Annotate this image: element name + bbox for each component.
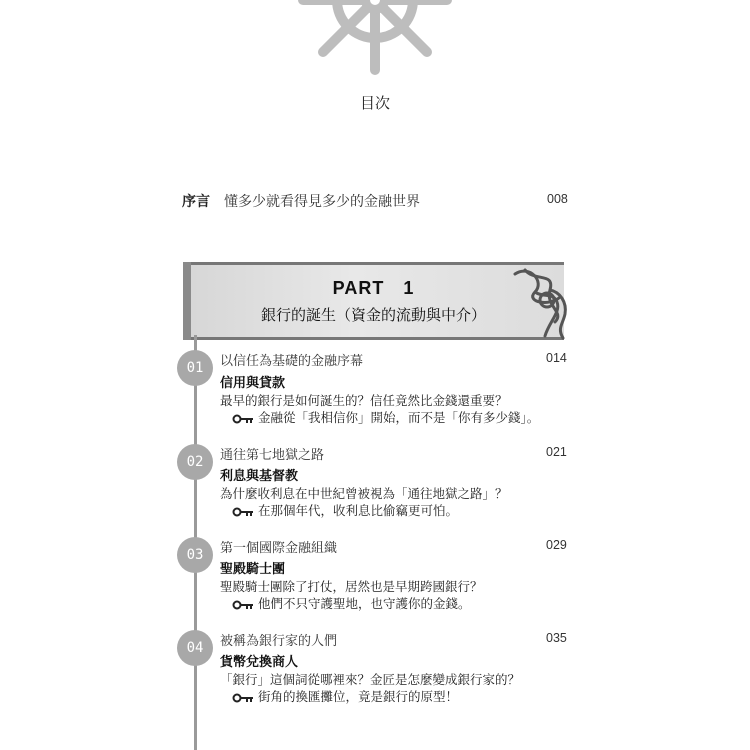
chapter-subtitle: 利息與基督教 bbox=[220, 469, 299, 484]
part-subtitle: 銀行的誕生（資金的流動與中介） bbox=[260, 306, 486, 324]
chapter-number-badge: 01 bbox=[177, 350, 213, 386]
chapter-subtitle: 信用與貸款 bbox=[220, 376, 286, 391]
key-icon bbox=[232, 693, 254, 703]
chapter-answer: 金融從「我相信你」開始，而不是「你有多少錢」。 bbox=[258, 410, 540, 425]
chapter-title: 通往第七地獄之路 bbox=[220, 448, 325, 463]
chapter-title: 被稱為銀行家的人們 bbox=[220, 634, 338, 649]
chapter-answer-line bbox=[232, 501, 458, 519]
chapter-page: 014 bbox=[546, 351, 567, 365]
chapter-subtitle: 貨幣兌換商人 bbox=[220, 655, 299, 670]
chapter-question: 「銀行」這個詞從哪裡來？金匠是怎麼變成銀行家的？ bbox=[220, 672, 521, 687]
chapter-title: 第一個國際金融組織 bbox=[220, 541, 338, 556]
chapter-answer: 他們不只守護聖地，也守護你的金錢。 bbox=[258, 596, 471, 611]
toc-title: 目次 bbox=[359, 94, 390, 112]
chapter-page: 021 bbox=[546, 445, 567, 459]
chapter-page: 029 bbox=[546, 538, 567, 552]
key-icon bbox=[232, 600, 254, 610]
chapter-number-badge: 03 bbox=[177, 537, 213, 573]
chapter-answer-line bbox=[232, 408, 539, 426]
chapter-answer: 在那個年代，收利息比偷竊更可怕。 bbox=[258, 503, 459, 518]
chapter-answer-line bbox=[232, 687, 458, 705]
chapter-question: 聖殿騎士團除了打仗，居然也是早期跨國銀行？ bbox=[220, 579, 483, 594]
chapter-answer-line bbox=[232, 594, 471, 612]
chapter-subtitle: 聖殿騎士團 bbox=[220, 562, 286, 577]
ship-wheel-icon bbox=[295, 0, 455, 80]
chapter-title: 以信任為基礎的金融序幕 bbox=[220, 354, 364, 369]
rope-knot-icon bbox=[505, 262, 580, 342]
chapter-page: 035 bbox=[546, 631, 567, 645]
chapter-question: 為什麼收利息在中世紀曾被視為「通往地獄之路」？ bbox=[220, 486, 508, 501]
part-title: PART 1 bbox=[332, 278, 415, 298]
preface-title: 懂多少就看得見多少的金融世界 bbox=[224, 194, 420, 210]
preface-page: 008 bbox=[547, 192, 568, 206]
chapter-number-badge: 02 bbox=[177, 444, 213, 480]
key-icon bbox=[232, 507, 254, 517]
chapter-answer: 街角的換匯攤位，竟是銀行的原型！ bbox=[258, 689, 459, 704]
chapter-question: 最早的銀行是如何誕生的？信任竟然比金錢還重要？ bbox=[220, 393, 508, 408]
chapter-number-badge: 04 bbox=[177, 630, 213, 666]
key-icon bbox=[232, 414, 254, 424]
preface-label: 序言 bbox=[182, 194, 210, 210]
